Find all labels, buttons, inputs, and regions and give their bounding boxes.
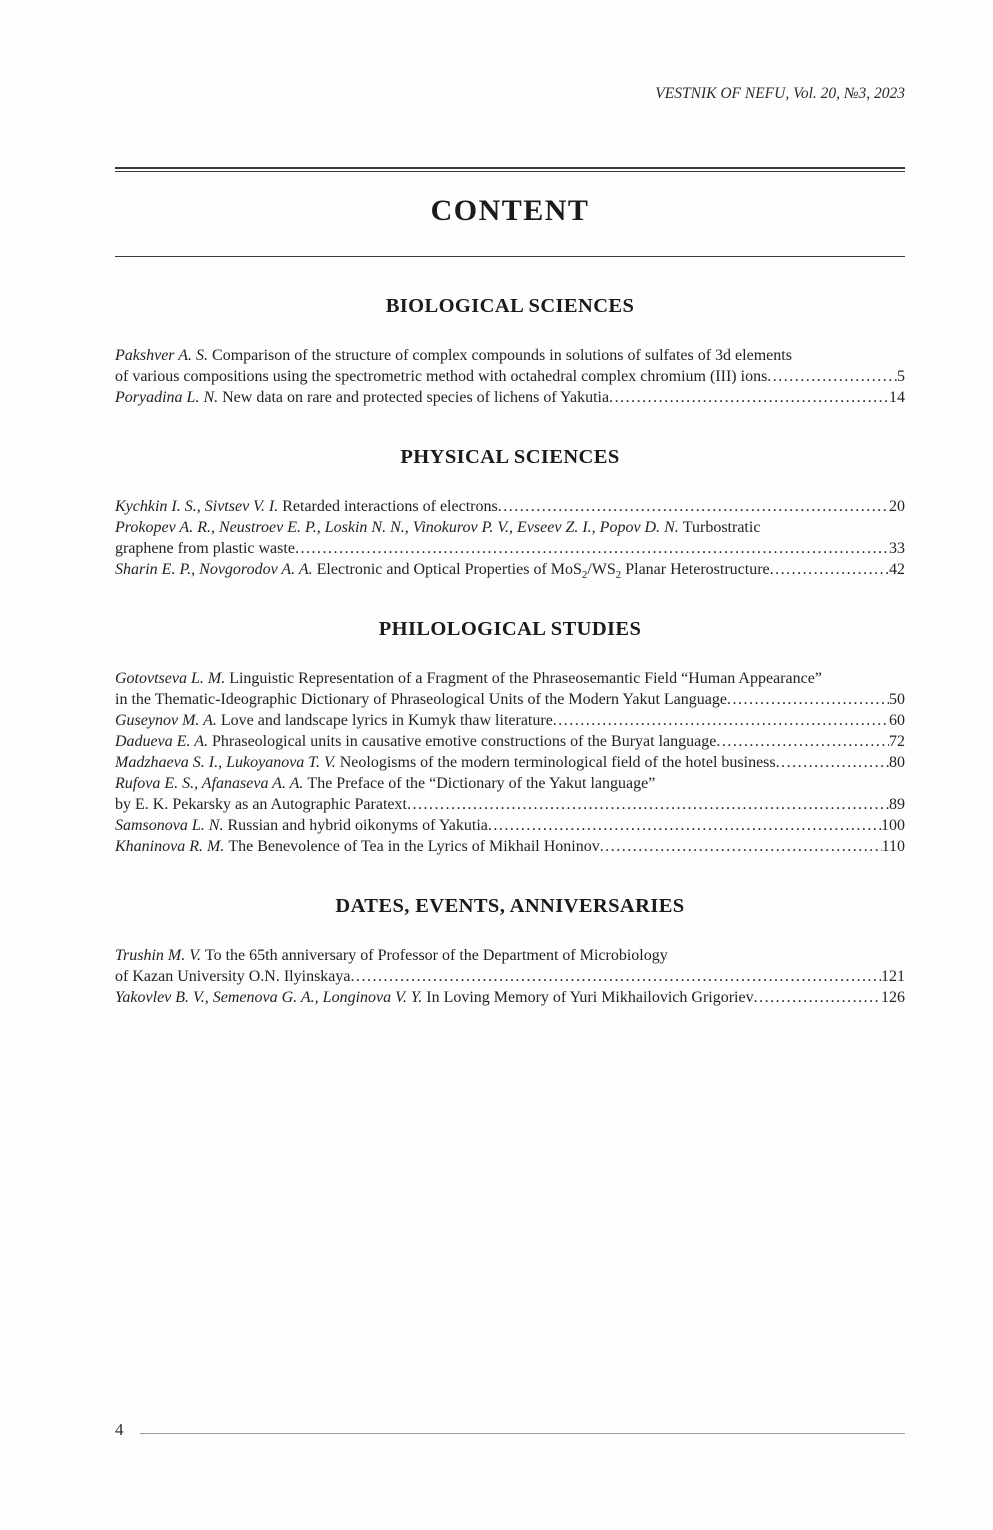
toc-section xyxy=(115,618,905,857)
entry-authors: Prokopev A. R., Neustroev E. P., Loskin N. N., Vinokurov P. V., Evseev Z. I., Popov D. N. xyxy=(115,519,683,536)
entry-text: Madzhaeva S. I., Lukoyanova T. V. Neologisms of the modern terminological field of the hotel business xyxy=(115,754,776,771)
entry-authors: Kychkin I. S., Sivtsev V. I. xyxy=(115,498,283,515)
toc-entry xyxy=(115,710,905,731)
toc-sections xyxy=(115,295,905,1008)
entry-page-number: 14 xyxy=(889,389,905,406)
toc-entry xyxy=(115,496,905,517)
entry-authors: Samsonova L. N. xyxy=(115,817,228,834)
entry-text: Guseynov M. A. Love and landscape lyrics in Kumyk thaw literature xyxy=(115,712,553,729)
dot-leader xyxy=(407,794,889,815)
entry-page-number: 100 xyxy=(881,817,905,834)
entry-line xyxy=(115,496,905,517)
toc-section xyxy=(115,295,905,408)
toc-entry xyxy=(115,945,905,987)
entry-line xyxy=(115,731,905,752)
entry-page-number: 121 xyxy=(881,968,905,985)
toc-entry xyxy=(115,987,905,1008)
dot-leader xyxy=(600,836,882,857)
toc-entry xyxy=(115,815,905,836)
toc-entry xyxy=(115,731,905,752)
toc-entry xyxy=(115,836,905,857)
footer-rule xyxy=(140,1433,906,1434)
entry-page-number: 80 xyxy=(889,754,905,771)
entry-authors: Dadueva E. A. xyxy=(115,733,213,750)
dot-leader xyxy=(767,366,897,387)
entry-text: of Kazan University O.N. Ilyinskaya xyxy=(115,968,351,985)
entry-line xyxy=(115,366,905,387)
entry-text: Rufova E. S., Afanaseva A. A. The Preface of the “Dictionary of the Yakut language” xyxy=(115,775,656,792)
double-rule xyxy=(115,167,905,172)
page-content xyxy=(115,0,905,1008)
dot-leader xyxy=(488,815,881,836)
toc-entry xyxy=(115,752,905,773)
entry-authors: Trushin M. V. xyxy=(115,947,205,964)
entry-authors: Rufova E. S., Afanaseva A. A. xyxy=(115,775,308,792)
entry-line xyxy=(115,517,905,538)
entry-text: Prokopev A. R., Neustroev E. P., Loskin N. N., Vinokurov P. V., Evseev Z. I., Popov D. N. Turbostratic xyxy=(115,519,761,536)
toc-section xyxy=(115,446,905,580)
toc-entry xyxy=(115,387,905,408)
page-title: CONTENT xyxy=(430,194,590,227)
entry-text: graphene from plastic waste xyxy=(115,540,295,557)
dot-leader xyxy=(770,559,889,580)
entry-line xyxy=(115,710,905,731)
entry-line xyxy=(115,945,905,966)
entry-page-number: 42 xyxy=(889,561,905,578)
entry-text: Samsonova L. N. Russian and hybrid oikonyms of Yakutia xyxy=(115,817,488,834)
entry-authors: Guseynov M. A. xyxy=(115,712,221,729)
page-footer xyxy=(115,1420,905,1440)
entry-line xyxy=(115,836,905,857)
toc-entry xyxy=(115,773,905,815)
entry-page-number: 110 xyxy=(881,838,905,855)
entry-text: Yakovlev B. V., Semenova G. A., Longinova V. Y. In Loving Memory of Yuri Mikhailovich Grigoriev xyxy=(115,989,754,1006)
toc-entry xyxy=(115,668,905,710)
entry-text: Kychkin I. S., Sivtsev V. I. Retarded interactions of electrons xyxy=(115,498,498,515)
folio-page-number: 4 xyxy=(115,1420,124,1439)
entry-authors: Sharin E. P., Novgorodov A. A. xyxy=(115,561,317,578)
dot-leader xyxy=(498,496,889,517)
entry-text: of various compositions using the spectrometric method with octahedral complex chromium (III) ions xyxy=(115,368,768,385)
toc-entry xyxy=(115,559,905,580)
dot-leader xyxy=(754,987,881,1008)
entry-line xyxy=(115,987,905,1008)
entry-line xyxy=(115,387,905,408)
entry-page-number: 33 xyxy=(889,540,905,557)
entry-text: Pakshver A. S. Comparison of the structure of complex compounds in solutions of sulfates of 3d elements xyxy=(115,347,792,364)
section-heading: BIOLOGICAL SCIENCES xyxy=(385,295,635,317)
entry-line xyxy=(115,815,905,836)
entry-line xyxy=(115,794,905,815)
dot-leader xyxy=(716,731,889,752)
dot-leader xyxy=(609,387,889,408)
entry-line xyxy=(115,538,905,559)
section-entries xyxy=(115,668,905,857)
subscript: 2 xyxy=(581,569,588,582)
entry-authors: Pakshver A. S. xyxy=(115,347,213,364)
entry-line xyxy=(115,668,905,689)
entry-line xyxy=(115,345,905,366)
entry-page-number: 72 xyxy=(889,733,905,750)
journal-header: VESTNIK OF NEFU, Vol. 20, №3, 2023 xyxy=(655,85,905,102)
entry-text: Khaninova R. M. The Benevolence of Tea in the Lyrics of Mikhail Honinov xyxy=(115,838,600,855)
toc-section xyxy=(115,895,905,1008)
subscript: 2 xyxy=(615,569,622,582)
toc-entry xyxy=(115,517,905,559)
section-heading: PHYSICAL SCIENCES xyxy=(400,446,620,468)
entry-page-number: 50 xyxy=(889,691,905,708)
dot-leader xyxy=(295,538,889,559)
entry-authors: Yakovlev B. V., Semenova G. A., Longinova V. Y. xyxy=(115,989,427,1006)
entry-line xyxy=(115,752,905,773)
entry-page-number: 5 xyxy=(897,368,905,385)
entry-authors: Madzhaeva S. I., Lukoyanova T. V. xyxy=(115,754,340,771)
entry-line xyxy=(115,966,905,987)
dot-leader xyxy=(776,752,889,773)
section-heading: PHILOLOGICAL STUDIES xyxy=(378,618,642,640)
entry-text: Sharin E. P., Novgorodov A. A. Electronic and Optical Properties of $MoS_2/WS_2$ Planar Heterostructure xyxy=(115,561,770,582)
entry-page-number: 89 xyxy=(889,796,905,813)
dot-leader xyxy=(727,689,889,710)
entry-authors: Khaninova R. M. xyxy=(115,838,229,855)
toc-entry xyxy=(115,345,905,387)
entry-line xyxy=(115,689,905,710)
dot-leader xyxy=(553,710,889,731)
entry-text: Gotovtseva L. M. Linguistic Representation of a Fragment of the Phraseosemantic Field “Human Appearance” xyxy=(115,670,822,687)
entry-authors: Poryadina L. N. xyxy=(115,389,223,406)
entry-text: in the Thematic-Ideographic Dictionary of Phraseological Units of the Modern Yakut Language xyxy=(115,691,727,708)
entry-page-number: 126 xyxy=(881,989,905,1006)
section-entries xyxy=(115,945,905,1008)
section-entries xyxy=(115,496,905,580)
entry-text: Poryadina L. N. New data on rare and protected species of lichens of Yakutia xyxy=(115,389,610,406)
dot-leader xyxy=(351,966,882,987)
entry-text: Dadueva E. A. Phraseological units in causative emotive constructions of the Buryat language xyxy=(115,733,717,750)
entry-line xyxy=(115,559,905,580)
entry-line xyxy=(115,773,905,794)
entry-authors: Gotovtseva L. M. xyxy=(115,670,230,687)
entry-page-number: 60 xyxy=(889,712,905,729)
section-heading: DATES, EVENTS, ANNIVERSARIES xyxy=(335,895,685,917)
section-entries xyxy=(115,345,905,408)
entry-page-number: 20 xyxy=(889,498,905,515)
entry-text: by E. K. Pekarsky as an Autographic Paratext xyxy=(115,796,407,813)
title-rule xyxy=(115,256,905,257)
entry-text: Trushin M. V. To the 65th anniversary of Professor of the Department of Microbiology xyxy=(115,947,668,964)
